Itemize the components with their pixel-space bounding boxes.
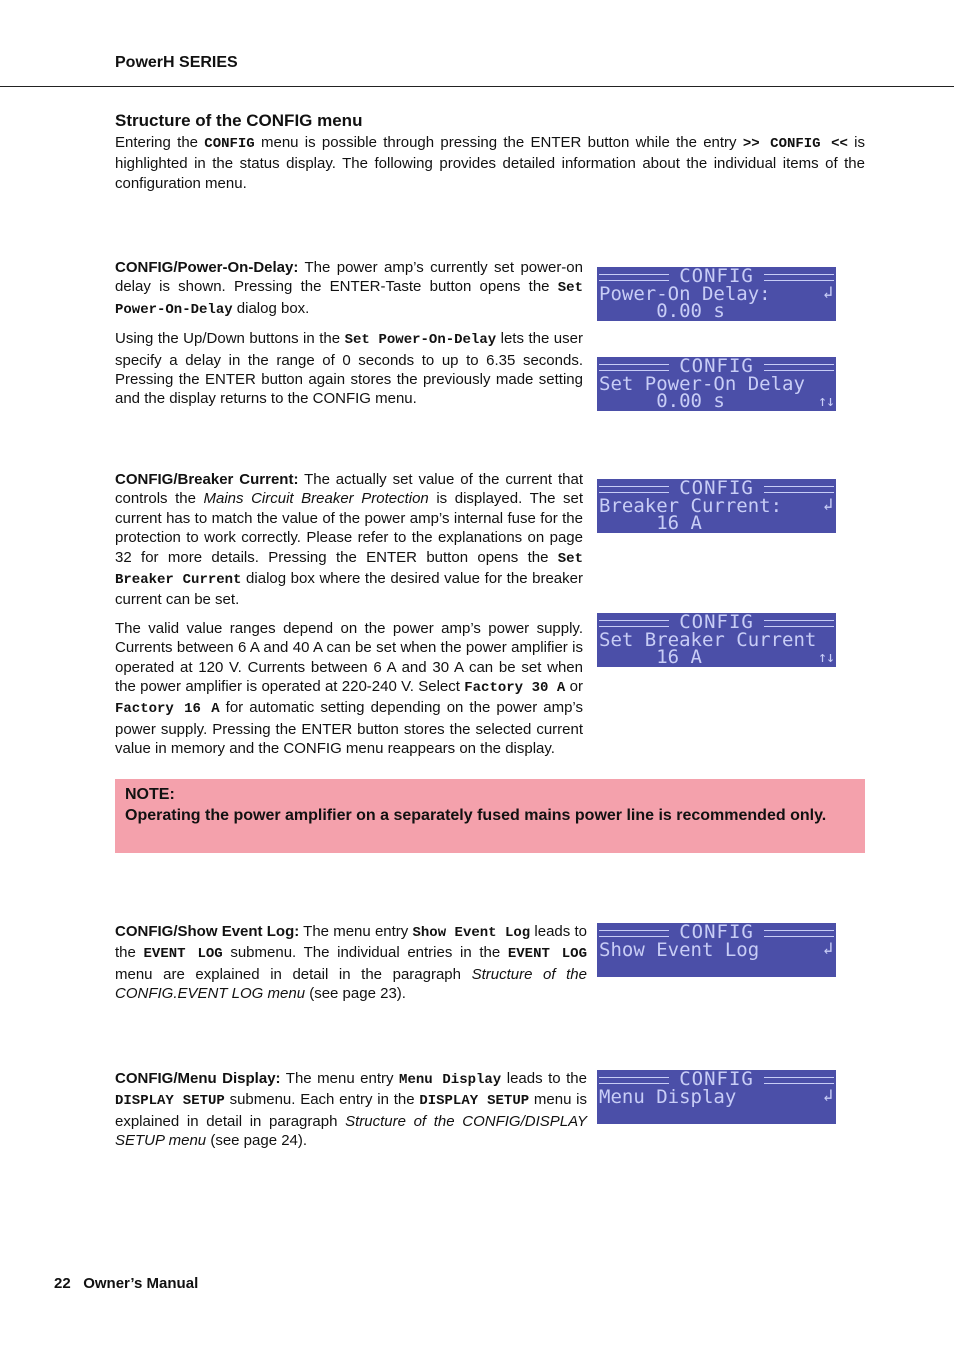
lcd-line-3: 0.00 s bbox=[599, 390, 725, 411]
lcd-line-2: Set Power-On Delay bbox=[599, 373, 805, 395]
lcd-title: CONFIG bbox=[679, 479, 754, 499]
lcd-set-breaker-current bbox=[597, 613, 836, 667]
power-on-delay-section bbox=[115, 258, 583, 409]
page-footer bbox=[54, 1274, 198, 1293]
lcd-title: CONFIG bbox=[679, 923, 754, 943]
lcd-power-on-delay bbox=[597, 267, 836, 321]
note-box bbox=[115, 779, 865, 853]
section-heading: Structure of the CONFIG menu bbox=[115, 111, 363, 130]
intro-block bbox=[115, 133, 865, 193]
power-on-delay-paragraph-2: Using the Up/Down buttons in the Set Power-On-Delay lets the user specify a delay in the range of 0 seconds to up to 6.35 seconds. Pressing the ENTER button again stores the previously made setting and the display returns to the CONFIG menu. bbox=[115, 330, 583, 408]
page-number: 22 bbox=[54, 1275, 71, 1292]
note-text: Operating the power amplifier on a separately fused mains power line is recommended only. bbox=[125, 807, 827, 824]
footer-label: Owner’s Manual bbox=[83, 1275, 199, 1292]
lcd-line-3: 16 A bbox=[599, 646, 702, 667]
intro-paragraph: Entering the CONFIG menu is possible through pressing the ENTER button while the entry >> CONFIG << is highlighted in the status display. The following provides detailed information about the individual items of the configuration menu. bbox=[115, 134, 866, 192]
enter-icon: ↲ bbox=[822, 283, 833, 303]
lcd-title: CONFIG bbox=[679, 267, 754, 287]
enter-icon: ↲ bbox=[822, 1086, 833, 1106]
lcd-title: CONFIG bbox=[679, 357, 754, 377]
lcd-title: CONFIG bbox=[679, 1070, 754, 1090]
note-label: NOTE: bbox=[125, 786, 175, 803]
lcd-line-2: Power-On Delay: bbox=[599, 283, 771, 305]
menu-display-section bbox=[115, 1069, 587, 1151]
breaker-current-section bbox=[115, 470, 583, 759]
lcd-line-2: Set Breaker Current bbox=[599, 629, 817, 651]
up-down-arrows-icon: ↑↓ bbox=[817, 648, 834, 666]
lcd-line-3: 0.00 s bbox=[599, 300, 725, 321]
header-rule bbox=[0, 86, 954, 87]
breaker-current-paragraph-1: CONFIG/Breaker Current: The actually set value of the current that controls the Mains Circuit Breaker Protection is displayed. The set current has to match the value of the power amp’s internal fuse for the protection to work correctly. Please refer to the explanations on page 32 for more details. Pressing the ENTER button opens the Set Breaker Current dialog box where the desired value for the breaker current can be set. bbox=[115, 471, 583, 609]
running-header: PowerH SERIES bbox=[115, 54, 238, 71]
power-on-delay-paragraph-1: CONFIG/Power-On-Delay: The power amp’s currently set power-on delay is shown. Pressing the ENTER-Taste button opens the Set Power-On-Delay dialog box. bbox=[115, 259, 583, 318]
lcd-title: CONFIG bbox=[679, 613, 754, 633]
lcd-set-power-on-delay bbox=[597, 357, 836, 411]
lcd-line-2: Menu Display bbox=[599, 1086, 737, 1108]
enter-icon: ↲ bbox=[822, 495, 833, 515]
show-event-log-section bbox=[115, 922, 587, 1004]
menu-display-paragraph: CONFIG/Menu Display: The menu entry Menu Display leads to the DISPLAY SETUP submenu. Each entry in the DISPLAY SETUP menu is explained in detail in paragraph Structure of the CONFIG/DISPLAY SETUP menu (see page 24). bbox=[115, 1070, 587, 1150]
enter-icon: ↲ bbox=[822, 939, 833, 959]
lcd-menu-display bbox=[597, 1070, 836, 1124]
lcd-line-2: Show Event Log bbox=[599, 939, 760, 961]
lcd-show-event-log bbox=[597, 923, 836, 977]
lcd-line-3: 16 A bbox=[599, 512, 702, 533]
lcd-breaker-current bbox=[597, 479, 836, 533]
show-event-log-paragraph: CONFIG/Show Event Log: The menu entry Show Event Log leads to the EVENT LOG submenu. The individual entries in the EVENT LOG menu are explained in detail in the paragraph Structure of the CONFIG.EVENT LOG menu (see page 23). bbox=[115, 923, 587, 1003]
up-down-arrows-icon: ↑↓ bbox=[817, 392, 834, 410]
lcd-line-2: Breaker Current: bbox=[599, 495, 783, 517]
breaker-current-paragraph-2: The valid value ranges depend on the power amp’s power supply. Currents between 6 A and 40 A can be set when the power amplifier is operated at 120 V. Currents between 6 A and 30 A can be set when the power amplifier is operated at 220-240 V. Select Factory 30 A or Factory 16 A for automatic setting depending on the power amp’s power supply. Pressing the ENTER button stores the selected current value in memory and the CONFIG menu reappears on the display. bbox=[115, 619, 583, 758]
